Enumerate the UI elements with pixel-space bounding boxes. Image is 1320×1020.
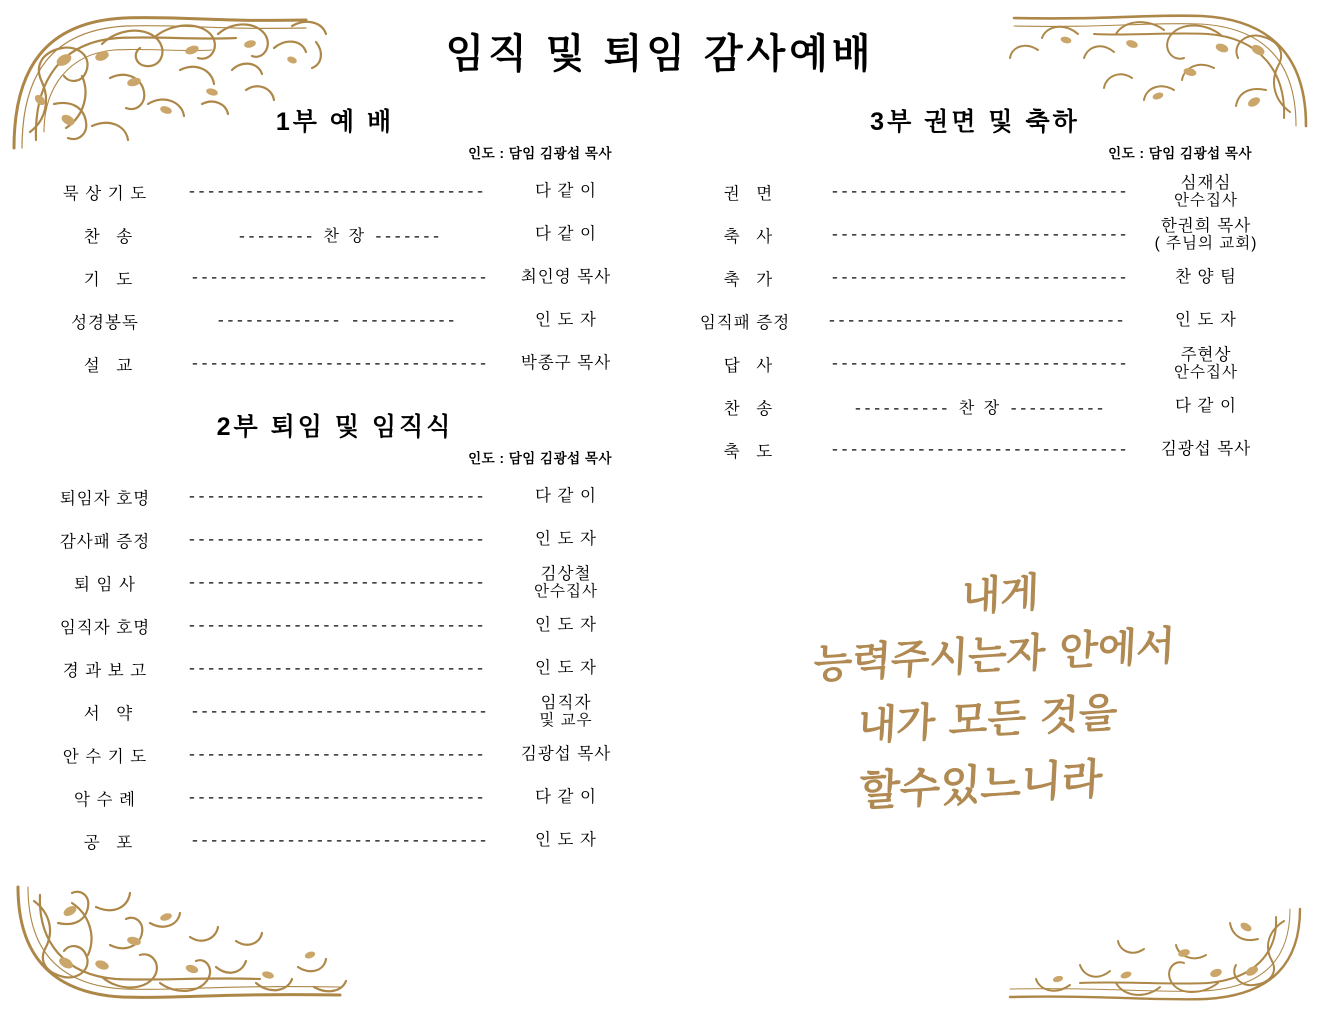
program-row xyxy=(40,819,630,862)
program-person-title: 안수집사 xyxy=(534,583,598,601)
program-row xyxy=(40,342,630,385)
program-row xyxy=(40,299,630,342)
program-dots: -------- 찬 장 ------- xyxy=(237,228,441,246)
program-item-label: 묵 상 기 도 xyxy=(62,184,148,203)
program-person: 다 같 이 xyxy=(535,182,597,201)
program-person-name: 한권희 목사 xyxy=(1160,216,1252,235)
verse-line-3: 내가 모든 것을 xyxy=(856,690,1119,750)
program-row xyxy=(680,299,1270,342)
section-title-part3: 3부 권면 및 축하 xyxy=(870,108,1080,136)
section-leader-part3: 인도 : 담임 김광섭 목사 xyxy=(1108,146,1252,161)
program-dots: ------------------------------- xyxy=(830,182,1128,201)
program-dots: ------------------------------- xyxy=(190,268,488,287)
program-person: 다 같 이 xyxy=(535,225,597,244)
program-person xyxy=(1142,217,1270,253)
program-person-title: ( 주님의 교회) xyxy=(1154,235,1258,253)
program-person: 인 도 자 xyxy=(535,530,597,549)
program-row xyxy=(680,170,1270,213)
program-person: 인 도 자 xyxy=(535,831,597,850)
program-item-label: 답 사 xyxy=(723,356,779,375)
program-person-title: 안수집사 xyxy=(1174,364,1238,382)
program-person xyxy=(1142,346,1270,382)
program-person-title: 안수집사 xyxy=(1174,192,1238,210)
program-dots: ------------------------------- xyxy=(830,225,1128,244)
program-person: 인 도 자 xyxy=(535,616,597,635)
left-column xyxy=(40,96,630,866)
program-row xyxy=(40,475,630,518)
verse-calligraphy xyxy=(770,560,1240,850)
program-person xyxy=(1142,174,1270,210)
program-person: 박종구 목사 xyxy=(520,354,612,373)
program-dots: ------------------------------- xyxy=(187,788,485,807)
program-dots: ------------------------------- xyxy=(830,268,1128,287)
program-dots: ------------------------------- xyxy=(187,530,485,549)
program-person: 다 같 이 xyxy=(535,788,597,807)
program-dots: ------------------------------- xyxy=(187,182,485,201)
program-item-label: 퇴임자 호명 xyxy=(59,489,151,508)
program-item-label: 성경봉독 xyxy=(71,313,139,332)
program-item-label: 임직자 호명 xyxy=(59,618,151,637)
program-item-label: 악 수 례 xyxy=(74,790,136,809)
program-row xyxy=(40,518,630,561)
program-person: 김광섭 목사 xyxy=(520,745,612,764)
section-part1 xyxy=(40,102,630,385)
program-item-label: 권 면 xyxy=(723,184,779,203)
program-dots: ------------------------------- xyxy=(830,354,1128,373)
program-item-label: 설 교 xyxy=(83,356,139,375)
section-leader-part1: 인도 : 담임 김광섭 목사 xyxy=(468,146,612,161)
program-person-title: 및 교우 xyxy=(539,712,593,730)
program-person: 김광섭 목사 xyxy=(1160,440,1252,459)
program-row xyxy=(40,213,630,256)
program-row xyxy=(680,256,1270,299)
program-row xyxy=(40,733,630,776)
verse-line-1: 내게 xyxy=(961,569,1040,622)
program-dots: ------------------------------- xyxy=(187,487,485,506)
program-item-label: 기 도 xyxy=(83,270,139,289)
program-person: 다 같 이 xyxy=(1175,397,1237,416)
program-person: 인 도 자 xyxy=(1175,311,1237,330)
program-dots: ------------------------------- xyxy=(830,440,1128,459)
program-row xyxy=(40,561,630,604)
program-dots: ------------------------------- xyxy=(187,616,485,635)
program-person-name: 김상철 xyxy=(540,564,592,583)
section-title-part1: 1부 예 배 xyxy=(275,108,395,136)
program-dots: ------------------------------- xyxy=(827,311,1125,330)
program-person: 최인영 목사 xyxy=(520,268,612,287)
program-person: 인 도 자 xyxy=(535,659,597,678)
program-row xyxy=(40,604,630,647)
program-person xyxy=(502,694,630,730)
verse-line-4: 할수있느니라 xyxy=(857,753,1104,816)
program-row xyxy=(680,428,1270,471)
program-person: 다 같 이 xyxy=(535,487,597,506)
program-dots: ---------- 찬 장 ---------- xyxy=(853,400,1105,418)
program-item-label: 경 과 보 고 xyxy=(62,661,148,680)
program-item-label: 축 가 xyxy=(723,270,779,289)
program-row xyxy=(680,342,1270,385)
right-column xyxy=(680,96,1270,475)
program-person-name: 심재심 xyxy=(1180,173,1232,192)
program-person: 찬 양 팀 xyxy=(1175,268,1237,287)
program-row xyxy=(680,385,1270,428)
program-item-label: 안 수 기 도 xyxy=(62,747,148,766)
program-row xyxy=(40,170,630,213)
program-row xyxy=(40,256,630,299)
program-dots: ------------------------------- xyxy=(190,702,488,721)
verse-line-2: 능력주시는자 안에서 xyxy=(812,623,1177,689)
program-row xyxy=(40,690,630,733)
program-person xyxy=(502,565,630,601)
program-row xyxy=(40,647,630,690)
program-item-label: 감사패 증정 xyxy=(59,532,151,551)
corner-ornament-bottom-right xyxy=(990,899,1310,1014)
program-person-name: 주현상 xyxy=(1180,345,1232,364)
section-part3 xyxy=(680,102,1270,471)
program-item-label: 찬 송 xyxy=(83,227,139,246)
program-dots: ------------------------------- xyxy=(190,831,488,850)
corner-ornament-bottom-left xyxy=(10,877,370,1012)
program-item-label: 공 포 xyxy=(83,833,139,852)
program-dots: ------------------------------- xyxy=(187,745,485,764)
program-item-label: 찬 송 xyxy=(723,399,779,418)
program-item-label: 축 도 xyxy=(723,442,779,461)
program-dots: ------------------------------- xyxy=(187,659,485,678)
page-title: 임직 및 퇴임 감사예배 xyxy=(445,32,875,76)
program-row xyxy=(40,776,630,819)
program-person: 인 도 자 xyxy=(535,311,597,330)
program-item-label: 임직패 증정 xyxy=(699,313,791,332)
program-item-label: 퇴 임 사 xyxy=(74,575,136,594)
program-person-name: 임직자 xyxy=(540,693,592,712)
program-dots: ------------- ----------- xyxy=(215,311,457,330)
program-row xyxy=(680,213,1270,256)
program-dots: ------------------------------- xyxy=(187,573,485,592)
section-part2 xyxy=(40,407,630,862)
program-item-label: 축 사 xyxy=(723,227,779,246)
section-title-part2: 2부 퇴임 및 임직식 xyxy=(216,413,454,441)
program-item-label: 서 약 xyxy=(83,704,139,723)
section-leader-part2: 인도 : 담임 김광섭 목사 xyxy=(468,451,612,466)
program-dots: ------------------------------- xyxy=(190,354,488,373)
